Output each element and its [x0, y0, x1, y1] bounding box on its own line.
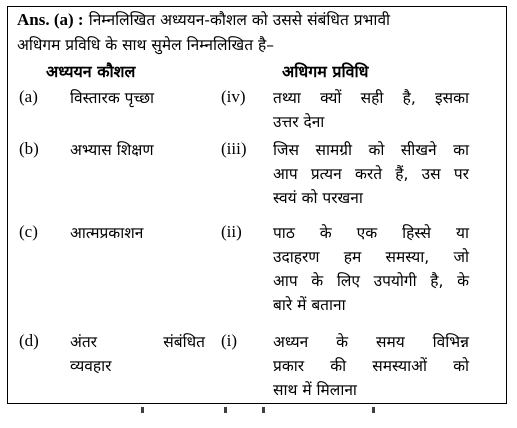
row-c-technique-line: पाठ के एक हिस्से या — [273, 224, 469, 242]
bleed-mark — [372, 407, 375, 413]
intro-text-1: निम्नलिखित अध्ययन-कौशल को उससे संबंधित प्रभावी — [88, 11, 391, 29]
row-a-technique-line: तथ्या क्यों सही है, इसका — [273, 89, 469, 107]
row-a-skill — [70, 86, 205, 110]
row-d-technique-line: प्रकार की समस्याओं को — [273, 357, 469, 375]
row-b-technique — [273, 138, 469, 210]
row-b-label: (b) — [19, 139, 39, 158]
row-d-skill — [70, 330, 205, 378]
row-a-code: (iv) — [221, 87, 246, 106]
row-b-code: (iii) — [221, 139, 247, 158]
row-d-skill-line: व्यवहार — [70, 357, 112, 375]
row-d-label: (d) — [19, 331, 39, 350]
row-c-technique-line: आप के लिए उपयोगी है, के — [273, 272, 469, 290]
row-c-label: (c) — [19, 222, 38, 241]
row-c-skill-line: आत्मप्रकाशन — [70, 224, 144, 242]
header-learning-technique: अधिगम प्रविधि — [282, 62, 369, 81]
header-study-skill: अध्ययन कौशल — [46, 62, 136, 81]
answer-label: Ans. (a) : — [17, 10, 84, 29]
row-d-technique-line: अध्यन के समय विभिन्न — [273, 333, 469, 351]
row-a-label: (a) — [19, 87, 38, 106]
row-b-technique-line: आप प्रत्यन करते हैं, उस पर — [273, 165, 469, 183]
intro-text-2: अधिगम प्रविधि के साथ सुमेल निम्नलिखित है– — [17, 36, 274, 54]
row-a-skill-line: विस्तारक पृच्छा — [70, 89, 155, 107]
row-d-skill-line: अंतर संबंधित — [70, 333, 205, 351]
row-b-skill-line: अभ्यास शिक्षण — [70, 141, 154, 159]
row-a-technique-line: उत्तर देना — [273, 113, 325, 131]
bleed-mark — [141, 407, 144, 413]
row-a-technique — [273, 86, 469, 134]
row-c-technique — [273, 221, 469, 317]
row-c-skill — [70, 221, 205, 245]
answer-intro-line-1 — [17, 10, 390, 30]
row-d-technique-line: साथ में मिलाना — [273, 381, 357, 399]
row-b-technique-line: जिस सामग्री को सीखने का — [273, 141, 469, 159]
row-c-code: (ii) — [221, 222, 242, 241]
row-b-technique-line: स्वयं को परखना — [273, 189, 363, 207]
bleed-mark — [224, 407, 227, 413]
row-b-skill — [70, 138, 205, 162]
row-d-code: (i) — [221, 331, 238, 350]
row-d-technique — [273, 330, 469, 402]
row-c-technique-line: बारे में बताना — [273, 296, 346, 314]
bleed-mark — [262, 407, 265, 413]
row-c-technique-line: उदाहरण हम समस्या, जो — [273, 248, 469, 266]
